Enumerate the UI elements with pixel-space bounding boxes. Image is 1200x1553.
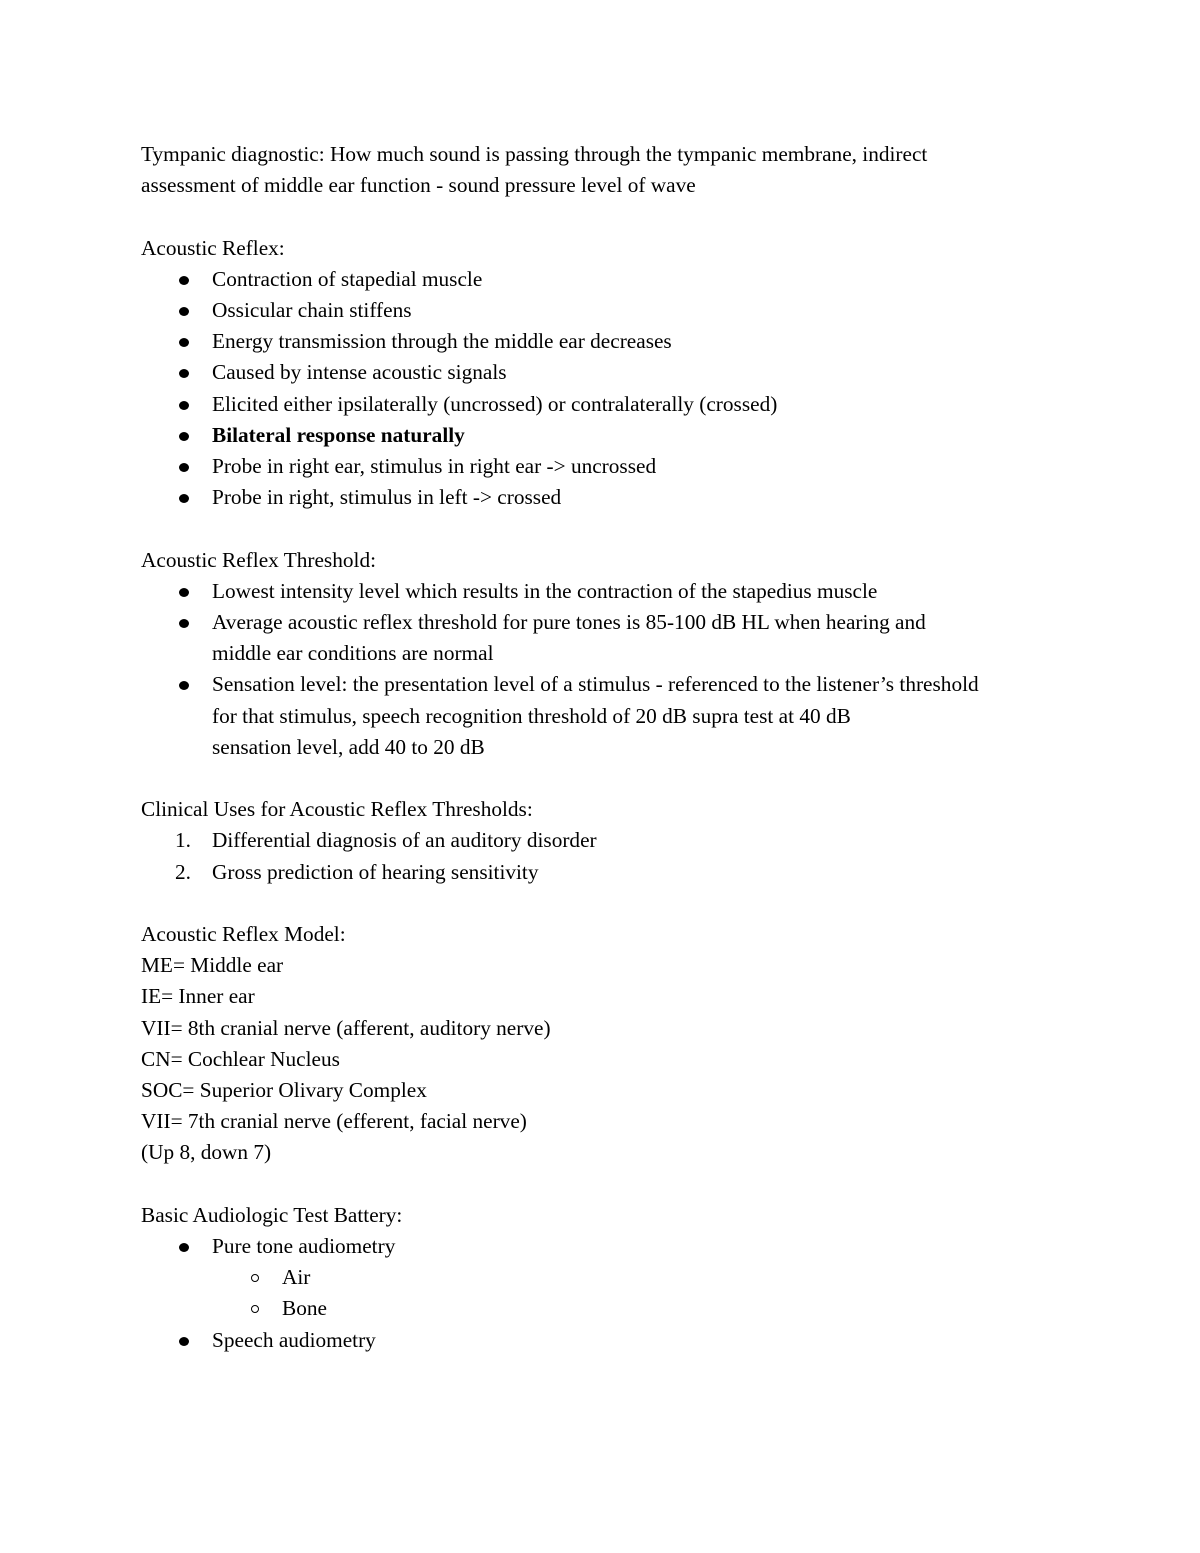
list-item xyxy=(141,1231,1081,1262)
spacer xyxy=(141,201,1081,232)
list-item: Probe in right, stimulus in left -> crossed xyxy=(141,482,1081,513)
list-item-text: Lowest intensity level which results in the contraction of the stapedius muscle xyxy=(212,578,878,603)
model-line: VII= 7th cranial nerve (efferent, facial nerve) xyxy=(141,1109,527,1134)
acoustic-reflex-list xyxy=(141,264,1081,514)
acoustic-reflex-heading: Acoustic Reflex: xyxy=(141,235,285,260)
intro-line-1: Tympanic diagnostic: How much sound is passing through the tympanic membrane, indirect xyxy=(141,142,928,166)
sub-list-item: Air xyxy=(212,1262,1081,1293)
list-item-line: Sensation level: the presentation level of a stimulus - referenced to the listener’s threshold xyxy=(212,672,979,697)
list-item xyxy=(141,669,1081,763)
list-item-line: Average acoustic reflex threshold for pure tones is 85-100 dB HL when hearing and xyxy=(212,610,926,635)
list-item xyxy=(141,857,1081,888)
list-item: Energy transmission through the middle ear decreases xyxy=(141,326,1081,357)
model-line: VII= 8th cranial nerve (afferent, auditory nerve) xyxy=(141,1015,551,1040)
model-heading: Acoustic Reflex Model: xyxy=(141,922,346,947)
list-item-line: sensation level, add 40 to 20 dB xyxy=(212,734,485,759)
model-line: CN= Cochlear Nucleus xyxy=(141,1046,340,1071)
list-item-bold: Bilateral response naturally xyxy=(141,420,1081,451)
battery-sub-list xyxy=(141,1262,1081,1324)
spacer xyxy=(141,513,1081,544)
list-number: 2. xyxy=(175,859,191,884)
battery-list xyxy=(141,1231,1081,1262)
spacer xyxy=(141,1169,1081,1200)
spacer xyxy=(141,763,1081,794)
clinical-uses-list xyxy=(141,825,1081,887)
model-line: ME= Middle ear xyxy=(141,953,284,978)
list-item-line: middle ear conditions are normal xyxy=(212,641,494,666)
clinical-uses-heading: Clinical Uses for Acoustic Reflex Thresholds: xyxy=(141,797,533,822)
list-item xyxy=(141,825,1081,856)
list-item xyxy=(141,607,1081,669)
list-item-text: Differential diagnosis of an auditory disorder xyxy=(212,828,597,853)
document-page xyxy=(141,139,1081,1356)
threshold-heading: Acoustic Reflex Threshold: xyxy=(141,547,377,572)
battery-heading: Basic Audiologic Test Battery: xyxy=(141,1202,403,1227)
list-item: Probe in right ear, stimulus in right ear -> uncrossed xyxy=(141,451,1081,482)
list-item xyxy=(141,576,1081,607)
model-line: SOC= Superior Olivary Complex xyxy=(141,1078,427,1103)
list-item-line: for that stimulus, speech recognition threshold of 20 dB supra test at 40 dB xyxy=(212,703,851,728)
intro-line-2: assessment of middle ear function - sound pressure level of wave xyxy=(141,173,696,198)
list-item-text: Gross prediction of hearing sensitivity xyxy=(212,859,539,884)
model-line: IE= Inner ear xyxy=(141,984,255,1009)
model-line: (Up 8, down 7) xyxy=(141,1140,272,1165)
list-item-text: Pure tone audiometry xyxy=(212,1234,396,1259)
list-item: Contraction of stapedial muscle xyxy=(141,264,1081,295)
threshold-list xyxy=(141,576,1081,763)
list-item: Speech audiometry xyxy=(141,1325,1081,1356)
list-item: Caused by intense acoustic signals xyxy=(141,357,1081,388)
list-item: Elicited either ipsilaterally (uncrossed) or contralaterally (crossed) xyxy=(141,389,1081,420)
spacer xyxy=(141,888,1081,919)
battery-list-continued xyxy=(141,1325,1081,1356)
sub-list-item: Bone xyxy=(212,1293,1081,1324)
list-item: Ossicular chain stiffens xyxy=(141,295,1081,326)
list-number: 1. xyxy=(175,828,191,853)
